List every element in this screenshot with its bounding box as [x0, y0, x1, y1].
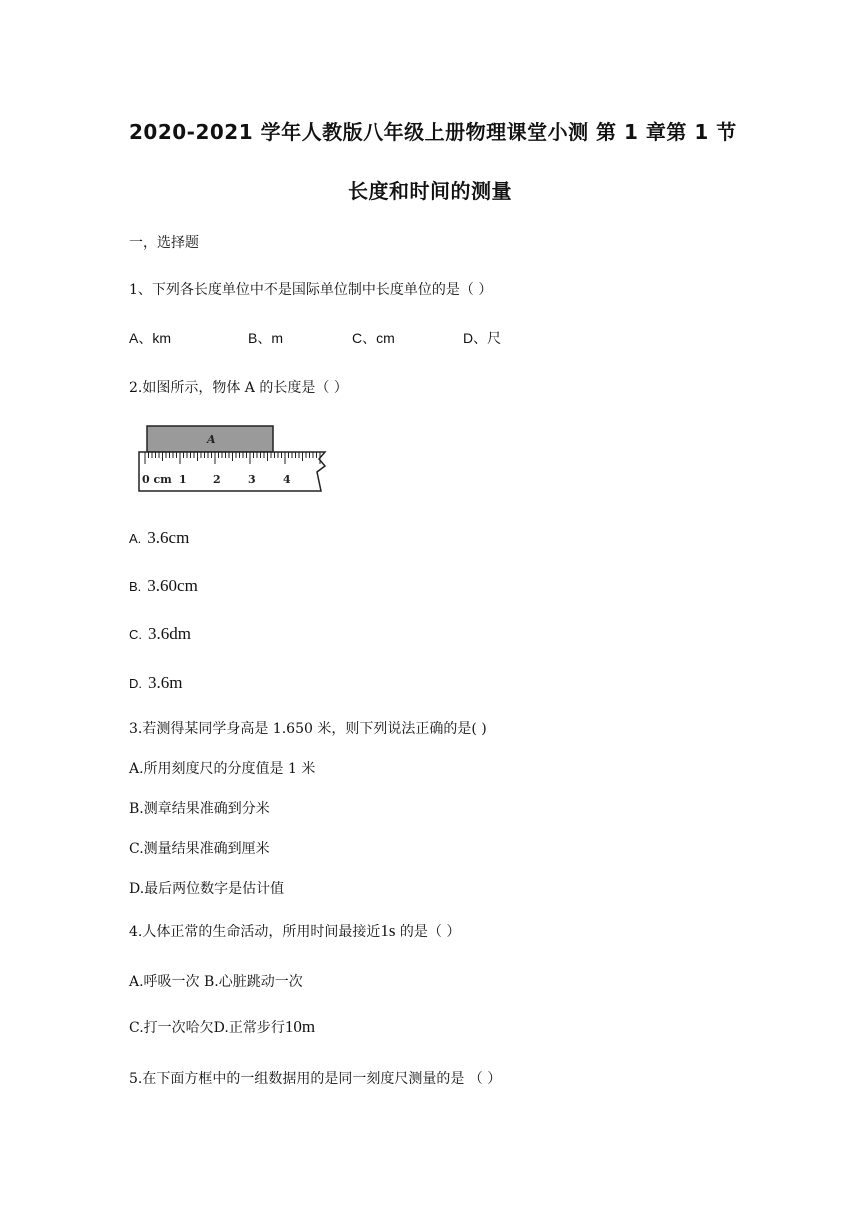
ruler-unit-label: 0 cm: [142, 473, 172, 486]
object-a-label: A: [207, 433, 216, 446]
q2-option-a-letter: A.: [129, 531, 142, 546]
ruler-tick-3: 3: [248, 473, 256, 486]
q2-option-b-letter: B.: [129, 579, 142, 594]
question-4-stem: [129, 921, 460, 941]
ruler-tick-4: 4: [283, 473, 291, 486]
q3-option-b: B.测章结果准确到分米: [129, 801, 270, 817]
q1-option-c: C、cm: [352, 330, 395, 346]
q3-option-c: C.测量结果准确到厘米: [129, 841, 270, 857]
q1-option-a: A、km: [129, 330, 171, 346]
q2-option-b-value: 3.60cm: [147, 576, 198, 595]
question-5-stem: 5.在下面方框中的一组数据用的是同一刻度尺测量的是 （ ）: [129, 1071, 502, 1087]
section-heading: 一，选择题: [129, 235, 199, 251]
q2-option-c: [129, 624, 191, 644]
q4-options-line-1: A.呼吸一次 B.心脏跳动一次: [129, 974, 303, 990]
q1-option-b: B、m: [248, 330, 283, 346]
q3-option-a: A.所用刻度尺的分度值是 1 米: [129, 761, 316, 777]
ruler-tick-1: 1: [179, 473, 187, 486]
q1-option-d: D、尺: [463, 330, 502, 346]
q4-stem-post: 的是（ ）: [395, 924, 461, 940]
q4-stem-value: 1s: [380, 921, 396, 940]
question-1-stem: 1、下列各长度单位中不是国际单位制中长度单位的是（ ）: [129, 282, 493, 298]
question-2-stem: 2.如图所示，物体 A 的长度是（ ）: [129, 380, 348, 396]
q3-option-d: D.最后两位数字是估计值: [129, 881, 285, 897]
q2-option-d-value: 3.6m: [148, 673, 183, 692]
q4-stem-pre: 4.人体正常的生命活动，所用时间最接近: [129, 924, 381, 940]
ruler-figure: [135, 423, 327, 495]
q2-option-d-letter: D.: [129, 676, 142, 691]
title-line-1: 2020-2021 学年人教版八年级上册物理课堂小测 第 1 章第 1 节: [129, 120, 737, 144]
q2-option-c-value: 3.6dm: [148, 624, 191, 643]
q2-option-b: [129, 576, 198, 596]
question-3-stem: 3.若测得某同学身高是 1.650 米，则下列说法正确的是( ): [129, 721, 487, 737]
q4-line2-text: C.打一次哈欠D.正常步行: [129, 1020, 285, 1036]
ruler-tick-2: 2: [213, 473, 221, 486]
q2-option-a: [129, 528, 189, 548]
q2-option-a-value: 3.6cm: [147, 528, 190, 547]
q2-option-d: [129, 673, 182, 693]
q4-line2-value: 10m: [284, 1017, 316, 1036]
title-line-2: 长度和时间的测量: [348, 179, 512, 203]
q4-options-line-2: [129, 1017, 315, 1037]
q2-option-c-letter: C.: [129, 627, 142, 642]
